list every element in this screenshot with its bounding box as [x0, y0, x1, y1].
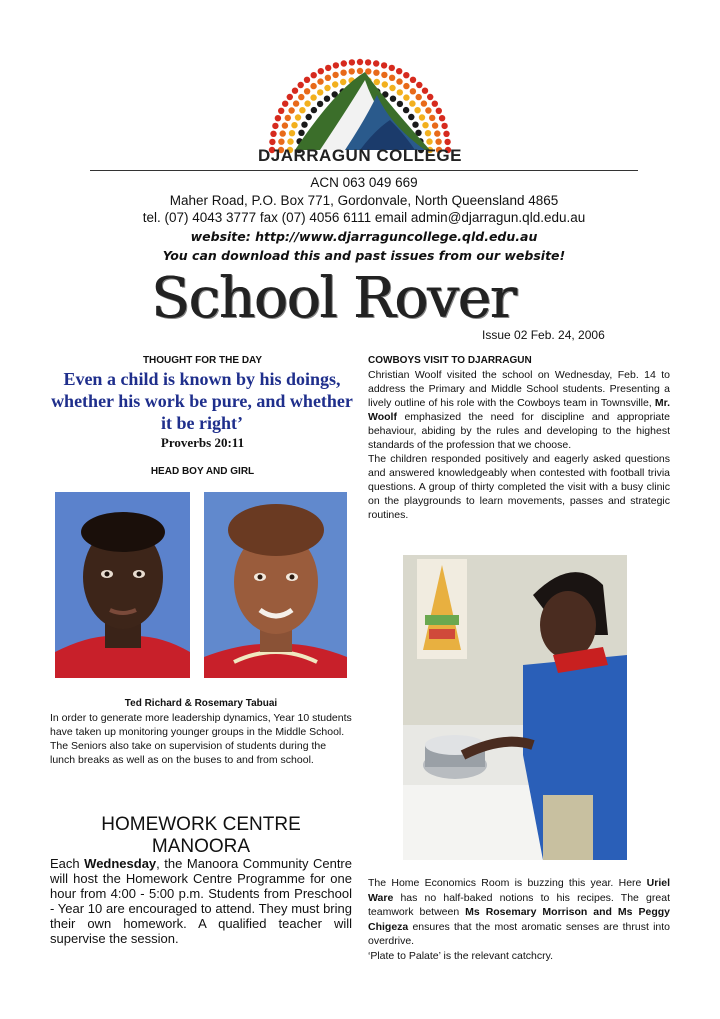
photo-caption: Ted Richard & Rosemary Tabuai: [124, 698, 278, 709]
homework-heading: HOMEWORK CENTRE MANOORA: [101, 814, 301, 857]
college-name: DJARRAGUN COLLEGE: [257, 146, 462, 165]
homeec-student-name: Uriel Ware: [368, 877, 670, 904]
cowboys-paragraph-2: The children responded positively and eagerly asked questions and answered knowledgeably when contested with football trivia questions. A group of thirty completed the visit with a busy clinic on the playgrounds to learn movements, passes and strategic routines.: [368, 453, 670, 521]
verse-reference: Proverbs 20:11: [160, 435, 245, 450]
homeec-paragraph-2: ‘Plate to Palate’ is the relevant catchcry.: [368, 949, 554, 962]
homeec-teacher-names: Ms Rosemary Morrison and Ms Peggy Chigeza: [368, 906, 670, 933]
cowboys-article: [368, 368, 670, 522]
thought-verse: Even a child is known by his doings, whether his work be pure, and whether it be right’: [51, 369, 353, 433]
homeec-text-a: The Home Economics Room is buzzing this year. Here: [368, 877, 647, 889]
home-economics-article: [368, 876, 670, 963]
leadership-article: [50, 711, 352, 767]
newsletter-masthead: School Rover: [152, 266, 517, 331]
issue-date: Issue 02 Feb. 24, 2006: [482, 328, 605, 342]
header-divider: [90, 170, 638, 171]
cowboys-text-a: Christian Woolf visited the school on Wednesday, Feb. 14 to address the Primary and Middle School students. Presenting a lively outline of his role with the Cowboys team in Townsville,: [368, 369, 670, 409]
head-girl-photo: [204, 492, 347, 678]
cowboys-text-b: emphasized the need for discipline and appropriate behaviour, abiding by the rules and developing to the highest standards of the profession that we choose.: [368, 411, 670, 451]
home-economics-photo: [403, 555, 627, 860]
contact-details: tel. (07) 4043 3777 fax (07) 4056 6111 email admin@djarragun.qld.edu.au: [142, 210, 586, 225]
homework-day: Wednesday: [84, 856, 157, 871]
homework-article: [50, 856, 352, 946]
homework-text-rest: , the Manoora Community Centre will host the Homework Centre Programme for one hour from 4:00 - 5:00 p.m. Students from Preschool - Year 10 are encouraged to attend. They must bring their own homework. A qualified teacher will supervise the session.: [50, 856, 352, 946]
cowboys-heading: COWBOYS VISIT TO DJARRAGUN: [368, 355, 532, 366]
homework-text-lead: Each: [50, 856, 85, 871]
website-link[interactable]: website: http://www.djarraguncollege.qld.edu.au: [190, 229, 538, 244]
homeec-paragraph-1: [368, 876, 670, 949]
homeec-text-c: ensures that the most aromatic senses are thrust into overdrive.: [368, 920, 670, 947]
leadership-paragraph-2: The Seniors also take on supervision of students during the lunch breaks as well as on the buses to and from school.: [50, 740, 327, 766]
homeec-text-b: has no half-baked notions to his recipes. The great teamwork between: [368, 891, 670, 918]
cowboys-paragraph-1: [368, 368, 670, 452]
postal-address: Maher Road, P.O. Box 771, Gordonvale, North Queensland 4865: [169, 193, 559, 208]
head-boy-girl-heading: HEAD BOY AND GIRL: [150, 466, 255, 477]
thought-heading: THOUGHT FOR THE DAY: [142, 355, 263, 366]
head-boy-photo: [55, 492, 190, 678]
acn-number: ACN 063 049 669: [310, 175, 418, 190]
cowboys-name: Mr. Woolf: [368, 397, 670, 423]
download-note: You can download this and past issues from our website!: [162, 248, 566, 263]
leadership-paragraph-1: In order to generate more leadership dynamics, Year 10 students have taken up monitoring younger groups in the Middle School.: [50, 712, 352, 738]
